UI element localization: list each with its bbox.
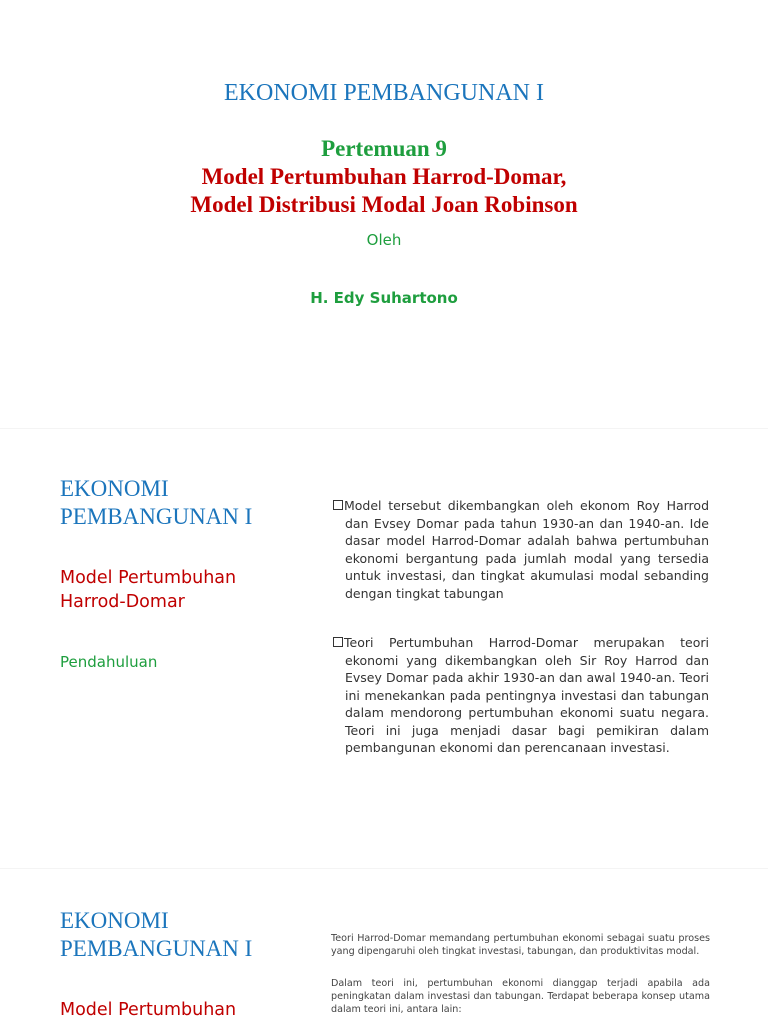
theory-slide [0, 880, 768, 1024]
course-title-line-2: PEMBANGUNAN I [60, 936, 253, 961]
by-label: Oleh [366, 231, 402, 249]
model-title-line-2: Harrod-Domar [60, 592, 185, 612]
model-title-line-1: Model Pertumbuhan [60, 1000, 237, 1020]
author-name: H. Edy Suhartono [310, 289, 458, 307]
bullet-text: Model tersebut dikembangkan oleh ekonom Roy Harrod dan Evsey Domar pada tahun 1930-an dan 1940-an. Ide dasar model Harrod-Domar adalah bahwa pertumbuhan ekonomi bergantung pada jumlah modal yang tersedia untuk investasi, dan tingkat akumulasi modal sebanding dengan tingkat tabungan [344, 498, 709, 601]
course-title-line-1: EKONOMI [60, 908, 169, 933]
checkbox-bullet-icon [333, 637, 343, 647]
title-slide [0, 0, 768, 420]
theory-paragraph-2: Dalam teori ini, pertumbuhan ekonomi dianggap terjadi apabila ada peningkatan dalam investasi dan tabungan. Terdapat beberapa konsep utama dalam teori ini, antara lain: [331, 978, 710, 1015]
theory-paragraph-1: Teori Harrod-Domar memandang pertumbuhan ekonomi sebagai suatu proses yang dipengaruhi oleh tingkat investasi, tabungan, dan produktivitas modal. [331, 933, 710, 957]
slide-subtitle-line-1: Model Pertumbuhan Harrod-Domar, [201, 164, 567, 189]
introduction-slide [0, 440, 768, 860]
course-title: EKONOMI PEMBANGUNAN I [224, 80, 544, 106]
section-heading: Pendahuluan [60, 653, 158, 671]
bullet-paragraph-1 [333, 497, 709, 602]
slide-subtitle-line-2: Model Distribusi Modal Joan Robinson [190, 192, 578, 217]
model-title-line-1: Model Pertumbuhan [60, 568, 237, 588]
bullet-paragraph-2 [333, 634, 709, 757]
slide-divider [0, 428, 768, 429]
meeting-number: Pertemuan 9 [321, 136, 447, 161]
slide-divider [0, 868, 768, 869]
checkbox-bullet-icon [333, 500, 343, 510]
course-title-line-2: PEMBANGUNAN I [60, 504, 253, 529]
bullet-text: Teori Pertumbuhan Harrod-Domar merupakan teori ekonomi yang dikembangkan oleh Sir Roy Harrod dan Evsey Domar pada akhir 1930-an dan awal 1940-an. Teori ini menekankan pada pentingnya investasi dan tabungan dalam mendorong pertumbuhan ekonomi suatu negara. Teori ini juga menjadi dasar bagi pemikiran dalam pembangunan ekonomi dan perencanaan investasi. [344, 635, 709, 755]
course-title-line-1: EKONOMI [60, 476, 169, 501]
